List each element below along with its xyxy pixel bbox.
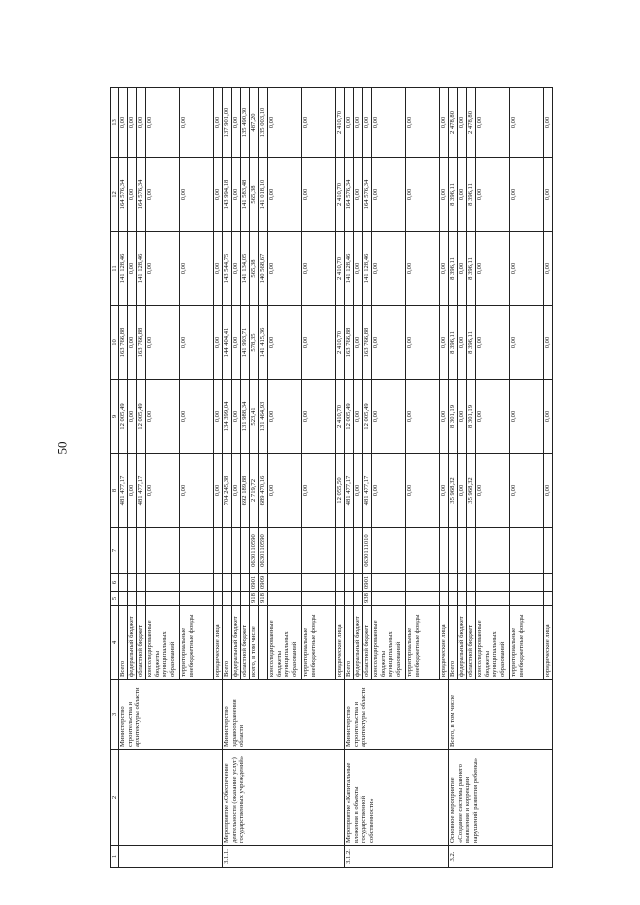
table-row: [119, 88, 128, 868]
amount-cell: 0,00: [458, 232, 467, 306]
target-article-cell: [241, 528, 250, 574]
target-article-cell: [372, 528, 406, 574]
grbs-code-cell: 938: [363, 592, 372, 606]
amount-cell: 0,00: [354, 232, 363, 306]
amount-cell: 2 410,70: [336, 380, 345, 454]
amount-cell: 141 134,05: [241, 232, 250, 306]
section-code-cell: [510, 574, 544, 592]
funding-source-cell: юридические лица: [336, 606, 345, 680]
amount-cell: 141 583,48: [241, 158, 250, 232]
amount-cell: 0,00: [440, 454, 449, 528]
target-article-cell: [119, 528, 128, 574]
funding-source-cell: областной бюджет: [241, 606, 250, 680]
amount-cell: 0,00: [510, 158, 544, 232]
target-article-cell: [544, 528, 553, 574]
amount-cell: 565,38: [250, 158, 259, 232]
amount-cell: 0,00: [458, 306, 467, 380]
grbs-code-cell: [232, 592, 241, 606]
amount-cell: 131 464,93: [259, 380, 268, 454]
amount-cell: 163 766,88: [345, 306, 354, 380]
row-number-cell: [119, 846, 223, 868]
amount-cell: 12 005,49: [345, 380, 354, 454]
amount-cell: 0,00: [372, 380, 406, 454]
amount-cell: 0,00: [268, 158, 302, 232]
measure-name-cell: [119, 750, 223, 846]
amount-cell: 0,00: [146, 88, 180, 158]
funding-source-cell: консолидированные бюджеты муниципальных образований: [146, 606, 180, 680]
grbs-code-cell: [345, 592, 354, 606]
amount-cell: 143 544,75: [223, 232, 232, 306]
funding-source-cell: федеральный бюджет: [128, 606, 137, 680]
amount-cell: 143 994,18: [223, 158, 232, 232]
amount-cell: 0,00: [372, 306, 406, 380]
funding-source-cell: территориальные внебюджетные фонды: [510, 606, 544, 680]
amount-cell: 0,00: [146, 380, 180, 454]
amount-cell: 0,00: [476, 380, 510, 454]
amount-cell: 2 719,72: [250, 454, 259, 528]
grbs-code-cell: [146, 592, 180, 606]
amount-cell: 140 568,67: [259, 232, 268, 306]
row-number-cell: 3.2.: [449, 846, 553, 868]
amount-cell: 0,00: [214, 306, 223, 380]
amount-cell: 0,00: [128, 158, 137, 232]
amount-cell: 35 968,32: [467, 454, 476, 528]
grbs-code-cell: [449, 592, 458, 606]
section-code-cell: 0909: [259, 574, 268, 592]
amount-cell: 164 576,34: [137, 158, 146, 232]
amount-cell: 0,00: [302, 380, 336, 454]
funding-source-cell: консолидированные бюджеты муниципальных образований: [476, 606, 510, 680]
section-code-cell: [302, 574, 336, 592]
col-13-header: 13: [111, 88, 119, 158]
target-article-cell: 0630111010: [363, 528, 372, 574]
section-code-cell: [476, 574, 510, 592]
amount-cell: 0,00: [180, 232, 214, 306]
amount-cell: 0,00: [440, 306, 449, 380]
col-4-header: 4: [111, 606, 119, 680]
amount-cell: 163 766,88: [137, 306, 146, 380]
amount-cell: 692 189,88: [241, 454, 250, 528]
funding-source-cell: Всего: [119, 606, 128, 680]
amount-cell: 481 477,17: [137, 454, 146, 528]
grbs-code-cell: [406, 592, 440, 606]
amount-cell: 0,00: [232, 380, 241, 454]
amount-cell: 0,00: [128, 232, 137, 306]
target-article-cell: [223, 528, 232, 574]
target-article-cell: [336, 528, 345, 574]
section-code-cell: [232, 574, 241, 592]
amount-cell: 0,00: [544, 454, 553, 528]
section-code-cell: [180, 574, 214, 592]
amount-cell: 0,00: [476, 306, 510, 380]
target-article-cell: [302, 528, 336, 574]
amount-cell: 0,00: [458, 88, 467, 158]
section-code-cell: [268, 574, 302, 592]
amount-cell: 0,00: [510, 380, 544, 454]
grbs-code-cell: [440, 592, 449, 606]
amount-cell: 0,00: [146, 306, 180, 380]
measure-name-cell: Основное мероприятие «Создание системы раннего выявления и коррекции нарушений развития ребенка»: [449, 750, 553, 846]
amount-cell: 0,00: [476, 232, 510, 306]
amount-cell: 0,00: [544, 380, 553, 454]
amount-cell: 0,00: [363, 88, 372, 158]
funding-source-cell: Всего: [223, 606, 232, 680]
page-number: 50: [54, 441, 70, 455]
amount-cell: 12 055,50: [336, 454, 345, 528]
target-article-cell: [146, 528, 180, 574]
grbs-code-cell: [128, 592, 137, 606]
funding-source-cell: Всего: [449, 606, 458, 680]
grbs-code-cell: 918: [259, 592, 268, 606]
grbs-code-cell: [458, 592, 467, 606]
target-article-cell: 0630110590: [250, 528, 259, 574]
amount-cell: 0,00: [214, 380, 223, 454]
amount-cell: 0,00: [406, 306, 440, 380]
amount-cell: 0,00: [128, 380, 137, 454]
funding-source-cell: Всего: [345, 606, 354, 680]
measure-name-cell: Мероприятие «Обеспечение деятельности (оказание услуг) государственных учреждений»: [223, 750, 345, 846]
amount-cell: 0,00: [345, 88, 354, 158]
section-code-cell: [406, 574, 440, 592]
amount-cell: 0,00: [214, 158, 223, 232]
col-12-header: 12: [111, 158, 119, 232]
budget-table: [110, 87, 553, 868]
amount-cell: 0,00: [510, 306, 544, 380]
funding-source-cell: федеральный бюджет: [354, 606, 363, 680]
amount-cell: 12 005,49: [363, 380, 372, 454]
amount-cell: 8 396,11: [467, 158, 476, 232]
amount-cell: 8 396,11: [449, 306, 458, 380]
amount-cell: 0,00: [180, 158, 214, 232]
amount-cell: 141 415,36: [259, 306, 268, 380]
amount-cell: 0,00: [372, 232, 406, 306]
grbs-code-cell: [137, 592, 146, 606]
amount-cell: 0,00: [146, 158, 180, 232]
amount-cell: 0,00: [180, 306, 214, 380]
amount-cell: 0,00: [232, 306, 241, 380]
funding-source-cell: [259, 606, 268, 680]
funding-source-cell: федеральный бюджет: [458, 606, 467, 680]
section-code-cell: [467, 574, 476, 592]
amount-cell: 0,00: [406, 232, 440, 306]
amount-cell: 0,00: [180, 454, 214, 528]
amount-cell: 8 301,19: [467, 380, 476, 454]
amount-cell: 0,00: [214, 454, 223, 528]
amount-cell: 135 003,10: [259, 88, 268, 158]
target-article-cell: [354, 528, 363, 574]
section-code-cell: [223, 574, 232, 592]
funding-source-cell: территориальные внебюджетные фонды: [180, 606, 214, 680]
amount-cell: 134 399,04: [223, 380, 232, 454]
target-article-cell: [440, 528, 449, 574]
grbs-code-cell: [354, 592, 363, 606]
section-code-cell: [345, 574, 354, 592]
target-article-cell: [467, 528, 476, 574]
funding-source-cell: юридические лица: [440, 606, 449, 680]
table-container: [110, 88, 552, 868]
target-article-cell: 0630110590: [259, 528, 268, 574]
amount-cell: 0,00: [440, 88, 449, 158]
grbs-code-cell: [268, 592, 302, 606]
amount-cell: 0,00: [544, 158, 553, 232]
amount-cell: 164 576,34: [345, 158, 354, 232]
amount-cell: 164 576,34: [119, 158, 128, 232]
col-2-header: 2: [111, 750, 119, 846]
amount-cell: 2 410,70: [336, 232, 345, 306]
amount-cell: 35 968,32: [449, 454, 458, 528]
amount-cell: 144 404,41: [223, 306, 232, 380]
amount-cell: 0,00: [372, 88, 406, 158]
section-code-cell: [137, 574, 146, 592]
amount-cell: 131 988,34: [241, 380, 250, 454]
target-article-cell: [137, 528, 146, 574]
section-code-cell: [458, 574, 467, 592]
col-11-header: 11: [111, 232, 119, 306]
amount-cell: 0,00: [119, 88, 128, 158]
amount-cell: 0,00: [510, 232, 544, 306]
amount-cell: 135 490,30: [241, 88, 250, 158]
amount-cell: 0,00: [232, 454, 241, 528]
amount-cell: 0,00: [406, 380, 440, 454]
grbs-code-cell: [119, 592, 128, 606]
amount-cell: 0,00: [440, 380, 449, 454]
amount-cell: 8 396,11: [449, 232, 458, 306]
row-number-cell: 3.1.2.: [345, 846, 449, 868]
amount-cell: 141 128,46: [345, 232, 354, 306]
amount-cell: 0,00: [232, 158, 241, 232]
amount-cell: 2 478,80: [449, 88, 458, 158]
funding-source-cell: федеральный бюджет: [232, 606, 241, 680]
amount-cell: 2 478,80: [467, 88, 476, 158]
col-8-header: 8: [111, 454, 119, 528]
target-article-cell: [268, 528, 302, 574]
table-body: [119, 88, 553, 868]
funding-source-cell: юридические лица: [214, 606, 223, 680]
amount-cell: 0,00: [232, 88, 241, 158]
amount-cell: 0,00: [268, 454, 302, 528]
grbs-code-cell: [372, 592, 406, 606]
target-article-cell: [406, 528, 440, 574]
amount-cell: 141 128,46: [137, 232, 146, 306]
target-article-cell: [180, 528, 214, 574]
grbs-code-cell: 918: [250, 592, 259, 606]
grbs-code-cell: [241, 592, 250, 606]
amount-cell: 8 396,11: [449, 158, 458, 232]
funding-source-cell: территориальные внебюджетные фонды: [406, 606, 440, 680]
amount-cell: 0,00: [354, 88, 363, 158]
target-article-cell: [510, 528, 544, 574]
section-code-cell: [354, 574, 363, 592]
table-row: [223, 88, 232, 868]
amount-cell: 12 005,49: [119, 380, 128, 454]
grbs-code-cell: [223, 592, 232, 606]
amount-cell: 8 396,11: [467, 232, 476, 306]
amount-cell: 487,20: [250, 88, 259, 158]
amount-cell: 0,00: [354, 158, 363, 232]
grbs-code-cell: [214, 592, 223, 606]
amount-cell: 163 766,88: [363, 306, 372, 380]
grbs-code-cell: [510, 592, 544, 606]
funding-source-cell: областной бюджет: [137, 606, 146, 680]
target-article-cell: [345, 528, 354, 574]
amount-cell: 163 766,88: [119, 306, 128, 380]
section-code-cell: [214, 574, 223, 592]
col-7-header: 7: [111, 528, 119, 574]
amount-cell: 0,00: [458, 380, 467, 454]
header-row: [111, 88, 119, 868]
funding-source-cell: территориальные внебюджетные фонды: [302, 606, 336, 680]
amount-cell: 0,00: [268, 88, 302, 158]
amount-cell: 2 410,70: [336, 158, 345, 232]
grbs-code-cell: [336, 592, 345, 606]
section-code-cell: [241, 574, 250, 592]
grbs-code-cell: [302, 592, 336, 606]
target-article-cell: [232, 528, 241, 574]
amount-cell: 0,00: [354, 380, 363, 454]
amount-cell: 0,00: [440, 232, 449, 306]
amount-cell: 0,00: [458, 158, 467, 232]
section-code-cell: [449, 574, 458, 592]
amount-cell: 2 410,70: [336, 306, 345, 380]
amount-cell: 141 128,46: [363, 232, 372, 306]
amount-cell: 0,00: [406, 88, 440, 158]
section-code-cell: [128, 574, 137, 592]
amount-cell: 0,00: [180, 88, 214, 158]
amount-cell: 0,00: [302, 454, 336, 528]
amount-cell: 0,00: [302, 306, 336, 380]
funding-source-cell: областной бюджет: [467, 606, 476, 680]
section-code-cell: 0901: [363, 574, 372, 592]
amount-cell: 0,00: [302, 232, 336, 306]
amount-cell: 481 477,17: [119, 454, 128, 528]
col-10-header: 10: [111, 306, 119, 380]
amount-cell: 0,00: [406, 454, 440, 528]
executor-cell: Министерство здравоохранения области: [223, 680, 345, 750]
amount-cell: 0,00: [354, 454, 363, 528]
target-article-cell: [214, 528, 223, 574]
measure-name-cell: Мероприятие «Капитальные вложения в объекты государственной собственности»: [345, 750, 449, 846]
col-6-header: 6: [111, 574, 119, 592]
row-number-cell: 3.1.1.: [223, 846, 345, 868]
amount-cell: 141 128,46: [119, 232, 128, 306]
section-code-cell: [440, 574, 449, 592]
funding-source-cell: консолидированные бюджеты муниципальных образований: [268, 606, 302, 680]
amount-cell: 0,00: [268, 306, 302, 380]
amount-cell: 0,00: [214, 88, 223, 158]
amount-cell: 0,00: [440, 158, 449, 232]
amount-cell: 0,00: [302, 88, 336, 158]
funding-source-cell: юридические лица: [544, 606, 553, 680]
table-row: [345, 88, 354, 868]
grbs-code-cell: [180, 592, 214, 606]
amount-cell: 137 901,00: [223, 88, 232, 158]
section-code-cell: [146, 574, 180, 592]
section-code-cell: [544, 574, 553, 592]
target-article-cell: [476, 528, 510, 574]
target-article-cell: [449, 528, 458, 574]
amount-cell: 481 477,17: [345, 454, 354, 528]
amount-cell: 141 993,71: [241, 306, 250, 380]
section-code-cell: [372, 574, 406, 592]
amount-cell: 0,00: [128, 454, 137, 528]
grbs-code-cell: [476, 592, 510, 606]
amount-cell: 12 005,49: [137, 380, 146, 454]
amount-cell: 523,41: [250, 380, 259, 454]
amount-cell: 0,00: [476, 158, 510, 232]
amount-cell: 0,00: [372, 158, 406, 232]
executor-cell: Министерство строительства и архитектуры области: [119, 680, 223, 750]
amount-cell: 704 245,38: [223, 454, 232, 528]
executor-cell: Всего, в том числе: [449, 680, 553, 750]
amount-cell: 0,00: [458, 454, 467, 528]
amount-cell: 164 576,34: [363, 158, 372, 232]
grbs-code-cell: [544, 592, 553, 606]
amount-cell: 0,00: [544, 232, 553, 306]
target-article-cell: [128, 528, 137, 574]
executor-cell: Министерство строительства и архитектуры области: [345, 680, 449, 750]
col-9-header: 9: [111, 380, 119, 454]
amount-cell: 0,00: [128, 306, 137, 380]
grbs-code-cell: [467, 592, 476, 606]
amount-cell: 0,00: [476, 88, 510, 158]
amount-cell: 0,00: [128, 88, 137, 158]
amount-cell: 0,00: [137, 88, 146, 158]
amount-cell: 0,00: [268, 380, 302, 454]
section-code-cell: [336, 574, 345, 592]
amount-cell: 8 301,19: [449, 380, 458, 454]
amount-cell: 0,00: [372, 454, 406, 528]
amount-cell: 0,00: [406, 158, 440, 232]
amount-cell: 0,00: [214, 232, 223, 306]
rotated-table-frame: [110, 88, 552, 868]
amount-cell: 0,00: [232, 232, 241, 306]
amount-cell: 0,00: [510, 88, 544, 158]
section-code-cell: 0901: [250, 574, 259, 592]
col-3-header: 3: [111, 680, 119, 750]
col-5-header: 5: [111, 592, 119, 606]
amount-cell: 0,00: [476, 454, 510, 528]
amount-cell: 0,00: [146, 454, 180, 528]
amount-cell: 0,00: [180, 380, 214, 454]
amount-cell: 689 470,16: [259, 454, 268, 528]
amount-cell: 481 477,17: [363, 454, 372, 528]
amount-cell: 565,38: [250, 232, 259, 306]
amount-cell: 578,35: [250, 306, 259, 380]
amount-cell: 2 410,70: [336, 88, 345, 158]
amount-cell: 0,00: [544, 306, 553, 380]
amount-cell: 0,00: [544, 88, 553, 158]
target-article-cell: [458, 528, 467, 574]
amount-cell: 0,00: [354, 306, 363, 380]
table-row: [449, 88, 458, 868]
section-code-cell: [119, 574, 128, 592]
amount-cell: 141 018,10: [259, 158, 268, 232]
funding-source-cell: консолидированные бюджеты муниципальных образований: [372, 606, 406, 680]
funding-source-cell: областной бюджет: [363, 606, 372, 680]
amount-cell: 0,00: [510, 454, 544, 528]
amount-cell: 0,00: [268, 232, 302, 306]
col-1-header: 1: [111, 846, 119, 868]
amount-cell: 8 396,11: [467, 306, 476, 380]
amount-cell: 0,00: [302, 158, 336, 232]
funding-source-cell: всего, в том числе: [250, 606, 259, 680]
amount-cell: 0,00: [146, 232, 180, 306]
